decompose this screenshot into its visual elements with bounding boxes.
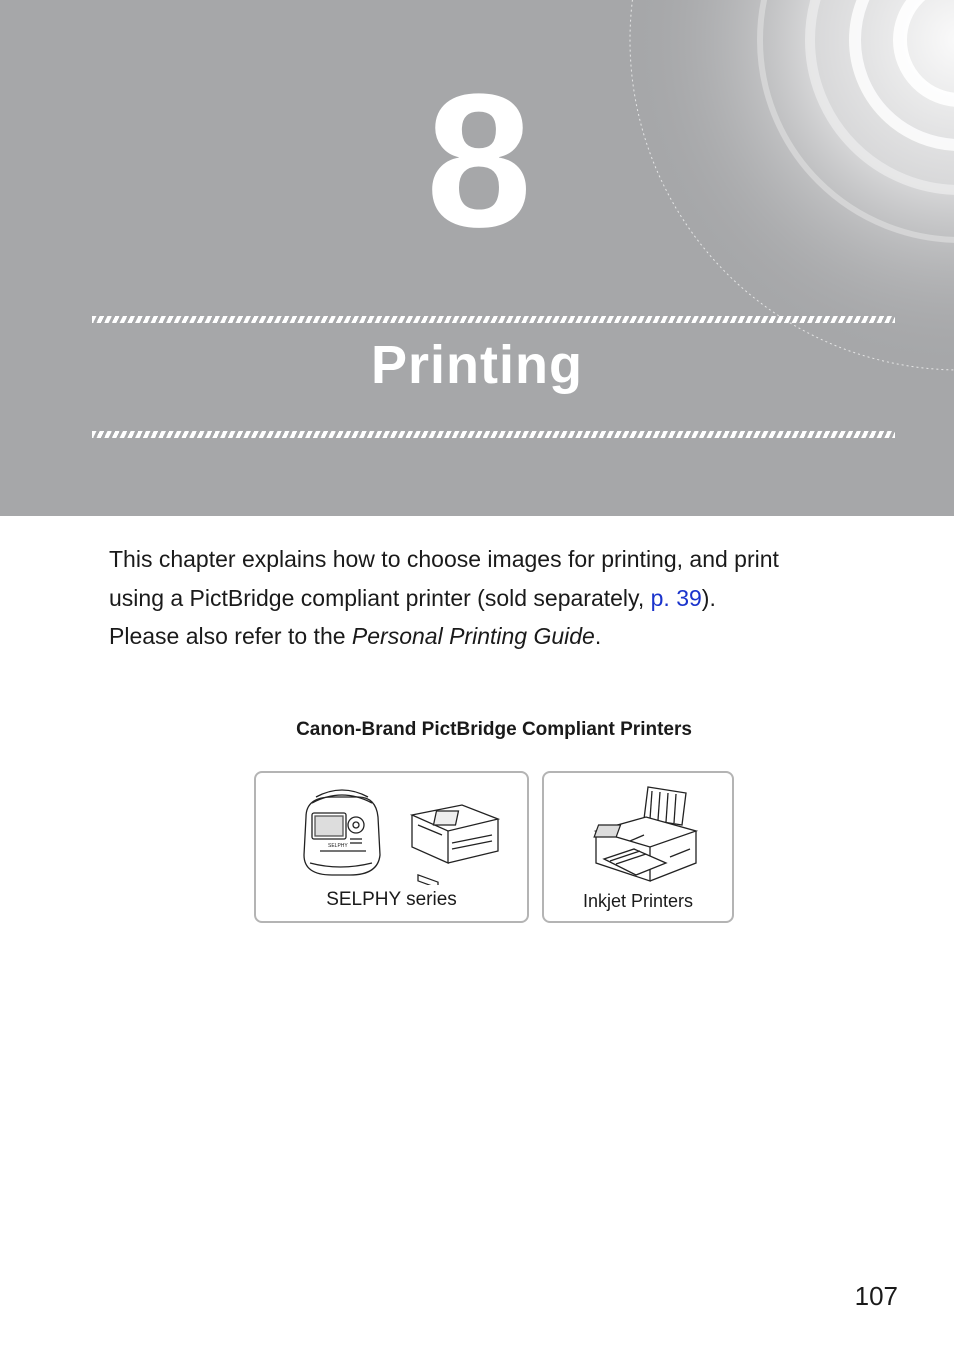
page-number: 107	[854, 1281, 898, 1311]
selphy-label: SELPHY series	[326, 889, 457, 910]
inkjet-printer-icon	[590, 777, 700, 887]
intro-line-3-end: .	[594, 623, 602, 649]
intro-line-2-end: ).	[701, 584, 716, 611]
inkjet-printer-card	[542, 771, 734, 923]
intro-line-2	[109, 579, 899, 618]
intro-line-3	[109, 617, 899, 656]
intro-line-2-text: using a PictBridge compliant printer (sold separately,	[109, 584, 651, 611]
intro-paragraph	[109, 540, 899, 656]
printers-heading: Canon-Brand PictBridge Compliant Printers	[296, 719, 692, 740]
page-link-39[interactable]: p. 39	[650, 584, 702, 611]
svg-text:SELPHY: SELPHY	[328, 843, 348, 849]
stripe-divider-top	[92, 316, 895, 323]
inkjet-label: Inkjet Printers	[582, 891, 694, 911]
chapter-title: Printing	[371, 335, 583, 395]
stripe-divider-bottom	[92, 431, 895, 438]
selphy-printer-card	[254, 771, 529, 923]
intro-line-1	[109, 540, 899, 579]
intro-line-1-text: This chapter explains how to choose images for printing, and print	[109, 546, 779, 572]
guide-title: Personal Printing Guide	[351, 623, 595, 649]
chapter-banner	[0, 0, 954, 516]
selphy-printer-icon	[292, 785, 502, 885]
intro-line-3-text: Please also refer to the	[109, 623, 352, 649]
chapter-number: 8	[426, 55, 528, 267]
